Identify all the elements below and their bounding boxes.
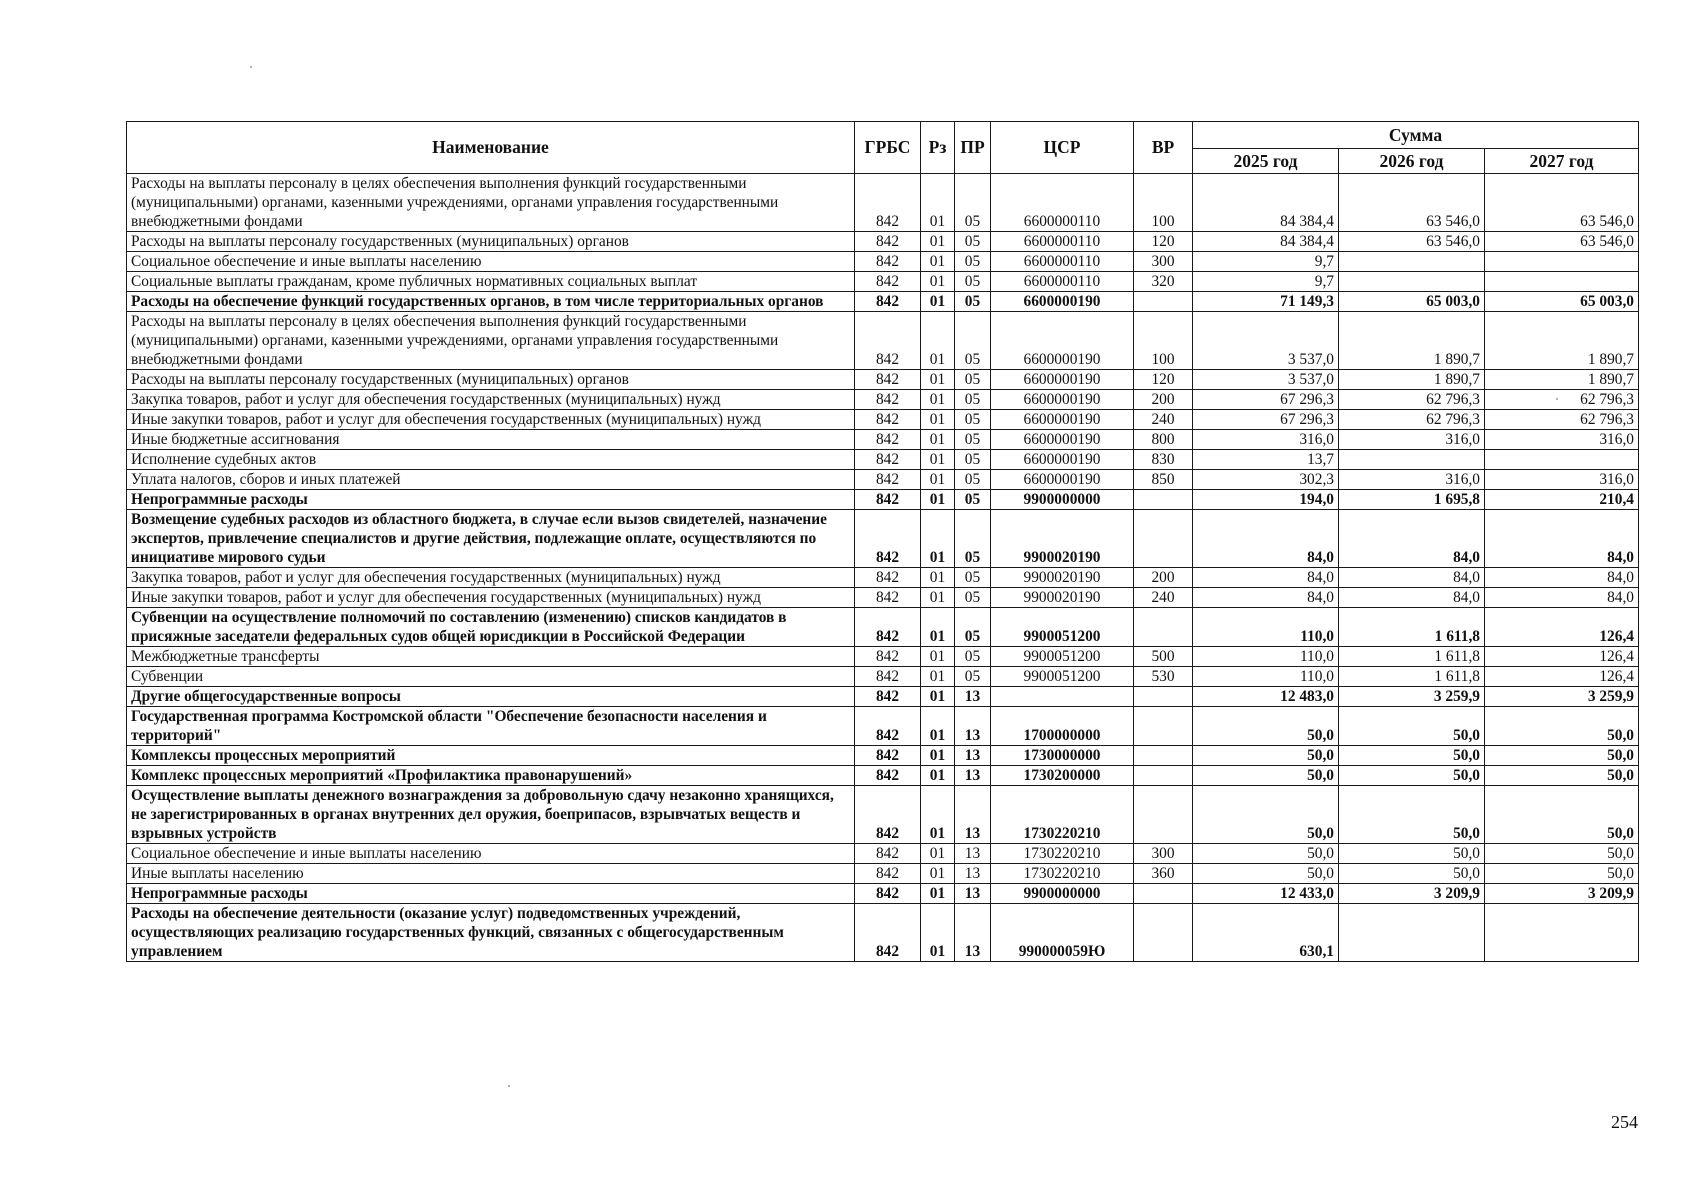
cell-vr <box>1134 608 1193 647</box>
cell-rz: 01 <box>921 370 955 390</box>
table-row <box>127 608 1639 647</box>
cell-csr: 6600000110 <box>991 272 1134 292</box>
cell-csr: 1700000000 <box>991 707 1134 746</box>
cell-rz: 01 <box>921 272 955 292</box>
cell-2025: 84 384,4 <box>1193 232 1339 252</box>
cell-pr: 05 <box>955 292 991 312</box>
cell-csr: 990000059Ю <box>991 904 1134 962</box>
cell-pr: 05 <box>955 430 991 450</box>
cell-2026: 1 611,8 <box>1339 667 1485 687</box>
cell-name: Расходы на выплаты персоналу в целях обеспечения выполнения функций государственными (муниципальными) органами, казенными учреждениями, органами управления государственными внебюджетными фондами <box>127 174 855 232</box>
cell-pr: 05 <box>955 390 991 410</box>
cell-pr: 05 <box>955 252 991 272</box>
cell-grbs: 842 <box>855 430 921 450</box>
cell-2026: 84,0 <box>1339 588 1485 608</box>
cell-grbs: 842 <box>855 470 921 490</box>
cell-csr: 6600000110 <box>991 252 1134 272</box>
cell-vr: 300 <box>1134 252 1193 272</box>
cell-csr: 1730220210 <box>991 844 1134 864</box>
table-row <box>127 864 1639 884</box>
cell-2025: 12 433,0 <box>1193 884 1339 904</box>
cell-name: Социальное обеспечение и иные выплаты населению <box>127 252 855 272</box>
cell-2025: 50,0 <box>1193 844 1339 864</box>
cell-grbs: 842 <box>855 252 921 272</box>
cell-2027: 210,4 <box>1485 490 1639 510</box>
cell-grbs: 842 <box>855 232 921 252</box>
table-row <box>127 667 1639 687</box>
cell-rz: 01 <box>921 430 955 450</box>
cell-rz: 01 <box>921 707 955 746</box>
column-header-sum: Сумма <box>1193 122 1639 149</box>
cell-csr: 1730000000 <box>991 746 1134 766</box>
cell-2026: 50,0 <box>1339 864 1485 884</box>
cell-vr <box>1134 884 1193 904</box>
cell-csr: 1730220210 <box>991 864 1134 884</box>
cell-name: Иные закупки товаров, работ и услуг для обеспечения государственных (муниципальных) нужд <box>127 410 855 430</box>
cell-pr: 05 <box>955 174 991 232</box>
cell-pr: 13 <box>955 904 991 962</box>
cell-2025: 50,0 <box>1193 707 1339 746</box>
cell-pr: 05 <box>955 232 991 252</box>
cell-csr: 9900000000 <box>991 490 1134 510</box>
cell-2026: 62 796,3 <box>1339 390 1485 410</box>
budget-table <box>126 121 1639 962</box>
table-row <box>127 450 1639 470</box>
cell-2026: 50,0 <box>1339 746 1485 766</box>
budget-sheet <box>126 121 1638 962</box>
cell-grbs: 842 <box>855 786 921 844</box>
cell-vr <box>1134 904 1193 962</box>
cell-2026: 316,0 <box>1339 430 1485 450</box>
cell-vr: 240 <box>1134 588 1193 608</box>
cell-2025: 3 537,0 <box>1193 370 1339 390</box>
cell-pr: 05 <box>955 510 991 568</box>
table-row <box>127 904 1639 962</box>
table-row <box>127 470 1639 490</box>
cell-rz: 01 <box>921 450 955 470</box>
cell-2026 <box>1339 904 1485 962</box>
cell-2027: 50,0 <box>1485 864 1639 884</box>
cell-grbs: 842 <box>855 410 921 430</box>
cell-2027: 126,4 <box>1485 608 1639 647</box>
cell-2026: 50,0 <box>1339 766 1485 786</box>
cell-name: Расходы на выплаты персоналу государственных (муниципальных) органов <box>127 370 855 390</box>
cell-vr: 830 <box>1134 450 1193 470</box>
cell-rz: 01 <box>921 252 955 272</box>
cell-csr: 6600000110 <box>991 232 1134 252</box>
cell-rz: 01 <box>921 470 955 490</box>
cell-pr: 05 <box>955 470 991 490</box>
cell-pr: 05 <box>955 647 991 667</box>
cell-csr: 6600000190 <box>991 450 1134 470</box>
cell-name: Иные закупки товаров, работ и услуг для обеспечения государственных (муниципальных) нужд <box>127 588 855 608</box>
cell-rz: 01 <box>921 667 955 687</box>
cell-2027 <box>1485 904 1639 962</box>
cell-pr: 13 <box>955 884 991 904</box>
cell-2025: 9,7 <box>1193 272 1339 292</box>
cell-rz: 01 <box>921 510 955 568</box>
cell-2026: 316,0 <box>1339 470 1485 490</box>
cell-2026: 63 546,0 <box>1339 174 1485 232</box>
cell-vr: 240 <box>1134 410 1193 430</box>
cell-2025: 84,0 <box>1193 568 1339 588</box>
cell-name: Возмещение судебных расходов из областного бюджета, в случае если вызов свидетелей, назначение экспертов, привлечение специалистов и другие действия, подлежащие оплате, осуществляются по инициативе мирового судьи <box>127 510 855 568</box>
cell-2025: 110,0 <box>1193 608 1339 647</box>
cell-2027 <box>1485 252 1639 272</box>
table-row <box>127 272 1639 292</box>
cell-2026: 1 890,7 <box>1339 312 1485 370</box>
cell-rz: 01 <box>921 390 955 410</box>
cell-name: Расходы на выплаты персоналу в целях обеспечения выполнения функций государственными (муниципальными) органами, казенными учреждениями, органами управления государственными внебюджетными фондами <box>127 312 855 370</box>
cell-grbs: 842 <box>855 608 921 647</box>
cell-2027: 50,0 <box>1485 746 1639 766</box>
table-row <box>127 410 1639 430</box>
cell-vr: 100 <box>1134 174 1193 232</box>
cell-vr <box>1134 292 1193 312</box>
cell-rz: 01 <box>921 568 955 588</box>
cell-2026: 1 611,8 <box>1339 608 1485 647</box>
column-header-csr: ЦСР <box>991 122 1134 174</box>
cell-name: Социальные выплаты гражданам, кроме публичных нормативных социальных выплат <box>127 272 855 292</box>
cell-2025: 110,0 <box>1193 667 1339 687</box>
cell-pr: 05 <box>955 568 991 588</box>
cell-rz: 01 <box>921 312 955 370</box>
table-row <box>127 647 1639 667</box>
cell-rz: 01 <box>921 844 955 864</box>
table-row <box>127 844 1639 864</box>
cell-grbs: 842 <box>855 647 921 667</box>
table-row <box>127 252 1639 272</box>
cell-csr <box>991 687 1134 707</box>
cell-grbs: 842 <box>855 588 921 608</box>
cell-rz: 01 <box>921 766 955 786</box>
cell-name: Иные бюджетные ассигнования <box>127 430 855 450</box>
cell-csr: 9900000000 <box>991 884 1134 904</box>
cell-grbs: 842 <box>855 844 921 864</box>
cell-2025: 110,0 <box>1193 647 1339 667</box>
cell-2025: 50,0 <box>1193 766 1339 786</box>
cell-csr: 6600000190 <box>991 390 1134 410</box>
cell-pr: 05 <box>955 667 991 687</box>
cell-csr: 6600000190 <box>991 410 1134 430</box>
cell-csr: 1730200000 <box>991 766 1134 786</box>
cell-grbs: 842 <box>855 174 921 232</box>
cell-2025: 67 296,3 <box>1193 410 1339 430</box>
cell-2026: 84,0 <box>1339 510 1485 568</box>
column-header-2025: 2025 год <box>1193 149 1339 174</box>
cell-grbs: 842 <box>855 510 921 568</box>
cell-name: Расходы на выплаты персоналу государственных (муниципальных) органов <box>127 232 855 252</box>
cell-grbs: 842 <box>855 272 921 292</box>
cell-2025: 630,1 <box>1193 904 1339 962</box>
cell-csr: 6600000190 <box>991 312 1134 370</box>
cell-2027: 316,0 <box>1485 430 1639 450</box>
cell-name: Закупка товаров, работ и услуг для обеспечения государственных (муниципальных) нужд <box>127 568 855 588</box>
cell-vr: 800 <box>1134 430 1193 450</box>
cell-csr: 6600000190 <box>991 470 1134 490</box>
cell-2026: 50,0 <box>1339 844 1485 864</box>
cell-rz: 01 <box>921 884 955 904</box>
cell-rz: 01 <box>921 174 955 232</box>
scan-speck <box>250 66 252 68</box>
cell-2025: 84 384,4 <box>1193 174 1339 232</box>
cell-2025: 50,0 <box>1193 786 1339 844</box>
table-row <box>127 568 1639 588</box>
table-row <box>127 588 1639 608</box>
table-row <box>127 490 1639 510</box>
cell-grbs: 842 <box>855 312 921 370</box>
cell-vr: 200 <box>1134 568 1193 588</box>
cell-grbs: 842 <box>855 884 921 904</box>
cell-2025: 50,0 <box>1193 746 1339 766</box>
cell-csr: 9900020190 <box>991 588 1134 608</box>
cell-rz: 01 <box>921 647 955 667</box>
cell-vr <box>1134 490 1193 510</box>
cell-rz: 01 <box>921 904 955 962</box>
column-header-pr: ПР <box>955 122 991 174</box>
table-row <box>127 786 1639 844</box>
cell-2026: 50,0 <box>1339 707 1485 746</box>
cell-2026: 3 259,9 <box>1339 687 1485 707</box>
cell-pr: 05 <box>955 370 991 390</box>
cell-grbs: 842 <box>855 766 921 786</box>
cell-2026: 3 209,9 <box>1339 884 1485 904</box>
cell-2026: 1 695,8 <box>1339 490 1485 510</box>
column-header-name: Наименование <box>127 122 855 174</box>
cell-2026 <box>1339 272 1485 292</box>
cell-2027: 50,0 <box>1485 766 1639 786</box>
cell-grbs: 842 <box>855 746 921 766</box>
cell-2026 <box>1339 450 1485 470</box>
cell-2026: 84,0 <box>1339 568 1485 588</box>
cell-pr: 13 <box>955 766 991 786</box>
cell-pr: 05 <box>955 450 991 470</box>
cell-name: Расходы на обеспечение функций государственных органов, в том числе территориальных органов <box>127 292 855 312</box>
cell-csr: 6600000110 <box>991 174 1134 232</box>
cell-2027: 3 259,9 <box>1485 687 1639 707</box>
cell-2026: 1 890,7 <box>1339 370 1485 390</box>
cell-rz: 01 <box>921 410 955 430</box>
cell-vr: 530 <box>1134 667 1193 687</box>
cell-2025: 12 483,0 <box>1193 687 1339 707</box>
cell-vr <box>1134 707 1193 746</box>
cell-csr: 6600000190 <box>991 430 1134 450</box>
cell-vr: 850 <box>1134 470 1193 490</box>
cell-2027: 50,0 <box>1485 707 1639 746</box>
cell-2026: 65 003,0 <box>1339 292 1485 312</box>
scan-speck <box>508 1085 510 1087</box>
table-row <box>127 884 1639 904</box>
cell-grbs: 842 <box>855 904 921 962</box>
cell-name: Закупка товаров, работ и услуг для обеспечения государственных (муниципальных) нужд <box>127 390 855 410</box>
cell-2027: 316,0 <box>1485 470 1639 490</box>
table-row <box>127 707 1639 746</box>
cell-pr: 13 <box>955 707 991 746</box>
cell-vr <box>1134 510 1193 568</box>
column-header-vr: ВР <box>1134 122 1193 174</box>
cell-2027: 62 796,3 <box>1485 410 1639 430</box>
cell-rz: 01 <box>921 786 955 844</box>
cell-name: Расходы на обеспечение деятельности (оказание услуг) подведомственных учреждений, осуществляющих реализацию государственных функций, связанных с общегосударственным управлением <box>127 904 855 962</box>
table-row <box>127 746 1639 766</box>
cell-2027: 3 209,9 <box>1485 884 1639 904</box>
cell-2026: 63 546,0 <box>1339 232 1485 252</box>
cell-2027: 126,4 <box>1485 647 1639 667</box>
cell-2025: 302,3 <box>1193 470 1339 490</box>
cell-pr: 13 <box>955 786 991 844</box>
cell-2025: 3 537,0 <box>1193 312 1339 370</box>
cell-2025: 316,0 <box>1193 430 1339 450</box>
cell-2025: 50,0 <box>1193 864 1339 884</box>
cell-name: Социальное обеспечение и иные выплаты населению <box>127 844 855 864</box>
column-header-rz: Рз <box>921 122 955 174</box>
cell-name: Государственная программа Костромской области "Обеспечение безопасности населения и территорий" <box>127 707 855 746</box>
cell-name: Уплата налогов, сборов и иных платежей <box>127 470 855 490</box>
cell-2027: 65 003,0 <box>1485 292 1639 312</box>
cell-grbs: 842 <box>855 568 921 588</box>
table-body <box>127 174 1639 962</box>
cell-rz: 01 <box>921 292 955 312</box>
cell-csr: 6600000190 <box>991 292 1134 312</box>
cell-vr: 500 <box>1134 647 1193 667</box>
cell-csr: 9900051200 <box>991 667 1134 687</box>
cell-vr: 120 <box>1134 232 1193 252</box>
cell-name: Комплекс процессных мероприятий «Профилактика правонарушений» <box>127 766 855 786</box>
cell-2025: 13,7 <box>1193 450 1339 470</box>
cell-vr <box>1134 746 1193 766</box>
cell-2027: 84,0 <box>1485 588 1639 608</box>
cell-pr: 05 <box>955 272 991 292</box>
cell-name: Субвенции на осуществление полномочий по составлению (изменению) списков кандидатов в присяжные заседатели федеральных судов общей юрисдикции в Российской Федерации <box>127 608 855 647</box>
cell-2027: 1 890,7 <box>1485 370 1639 390</box>
table-row <box>127 510 1639 568</box>
cell-2027: 84,0 <box>1485 510 1639 568</box>
cell-2027: 84,0 <box>1485 568 1639 588</box>
cell-pr: 13 <box>955 844 991 864</box>
cell-rz: 01 <box>921 746 955 766</box>
cell-2027: 126,4 <box>1485 667 1639 687</box>
cell-2027 <box>1485 450 1639 470</box>
cell-vr: 320 <box>1134 272 1193 292</box>
cell-name: Межбюджетные трансферты <box>127 647 855 667</box>
cell-2026 <box>1339 252 1485 272</box>
cell-rz: 01 <box>921 687 955 707</box>
cell-pr: 05 <box>955 490 991 510</box>
cell-2025: 84,0 <box>1193 588 1339 608</box>
table-row <box>127 390 1639 410</box>
table-row <box>127 174 1639 232</box>
cell-vr <box>1134 766 1193 786</box>
table-row <box>127 312 1639 370</box>
cell-name: Субвенции <box>127 667 855 687</box>
cell-2025: 9,7 <box>1193 252 1339 272</box>
cell-2026: 1 611,8 <box>1339 647 1485 667</box>
cell-vr <box>1134 687 1193 707</box>
cell-pr: 13 <box>955 746 991 766</box>
cell-vr: 120 <box>1134 370 1193 390</box>
cell-pr: 13 <box>955 864 991 884</box>
cell-2025: 67 296,3 <box>1193 390 1339 410</box>
cell-name: Непрограммные расходы <box>127 490 855 510</box>
cell-grbs: 842 <box>855 292 921 312</box>
table-row <box>127 370 1639 390</box>
cell-grbs: 842 <box>855 707 921 746</box>
cell-2027: 63 546,0 <box>1485 232 1639 252</box>
cell-rz: 01 <box>921 588 955 608</box>
cell-pr: 05 <box>955 312 991 370</box>
cell-2025: 84,0 <box>1193 510 1339 568</box>
cell-vr <box>1134 786 1193 844</box>
cell-vr: 360 <box>1134 864 1193 884</box>
cell-name: Комплексы процессных мероприятий <box>127 746 855 766</box>
cell-rz: 01 <box>921 608 955 647</box>
cell-2027: 62 796,3 <box>1485 390 1639 410</box>
cell-name: Исполнение судебных актов <box>127 450 855 470</box>
table-row <box>127 232 1639 252</box>
cell-grbs: 842 <box>855 864 921 884</box>
scan-speck <box>1556 398 1558 400</box>
cell-name: Иные выплаты населению <box>127 864 855 884</box>
cell-name: Осуществление выплаты денежного вознаграждения за добровольную сдачу незаконно хранящихся, не зарегистрированных в органах внутренних дел оружия, боеприпасов, взрывчатых веществ и взрывных устройств <box>127 786 855 844</box>
cell-2026: 50,0 <box>1339 786 1485 844</box>
cell-vr: 100 <box>1134 312 1193 370</box>
cell-2025: 194,0 <box>1193 490 1339 510</box>
cell-pr: 05 <box>955 588 991 608</box>
cell-rz: 01 <box>921 232 955 252</box>
cell-grbs: 842 <box>855 450 921 470</box>
cell-csr: 1730220210 <box>991 786 1134 844</box>
cell-2027: 1 890,7 <box>1485 312 1639 370</box>
table-row <box>127 292 1639 312</box>
cell-grbs: 842 <box>855 390 921 410</box>
cell-name: Другие общегосударственные вопросы <box>127 687 855 707</box>
cell-vr: 300 <box>1134 844 1193 864</box>
cell-2027: 50,0 <box>1485 786 1639 844</box>
cell-grbs: 842 <box>855 667 921 687</box>
cell-2027: 50,0 <box>1485 844 1639 864</box>
cell-rz: 01 <box>921 864 955 884</box>
column-header-grbs: ГРБС <box>855 122 921 174</box>
cell-name: Непрограммные расходы <box>127 884 855 904</box>
table-row <box>127 430 1639 450</box>
cell-grbs: 842 <box>855 370 921 390</box>
column-header-2026: 2026 год <box>1339 149 1485 174</box>
page-number: 254 <box>1611 1112 1638 1132</box>
table-row <box>127 766 1639 786</box>
cell-pr: 05 <box>955 410 991 430</box>
cell-csr: 9900051200 <box>991 608 1134 647</box>
table-row <box>127 687 1639 707</box>
cell-2025: 71 149,3 <box>1193 292 1339 312</box>
column-header-2027: 2027 год <box>1485 149 1639 174</box>
cell-csr: 9900051200 <box>991 647 1134 667</box>
cell-2026: 62 796,3 <box>1339 410 1485 430</box>
cell-pr: 13 <box>955 687 991 707</box>
cell-csr: 9900020190 <box>991 568 1134 588</box>
cell-vr: 200 <box>1134 390 1193 410</box>
cell-grbs: 842 <box>855 687 921 707</box>
cell-2027 <box>1485 272 1639 292</box>
cell-grbs: 842 <box>855 490 921 510</box>
cell-2027: 63 546,0 <box>1485 174 1639 232</box>
cell-csr: 6600000190 <box>991 370 1134 390</box>
cell-pr: 05 <box>955 608 991 647</box>
cell-csr: 9900020190 <box>991 510 1134 568</box>
cell-rz: 01 <box>921 490 955 510</box>
